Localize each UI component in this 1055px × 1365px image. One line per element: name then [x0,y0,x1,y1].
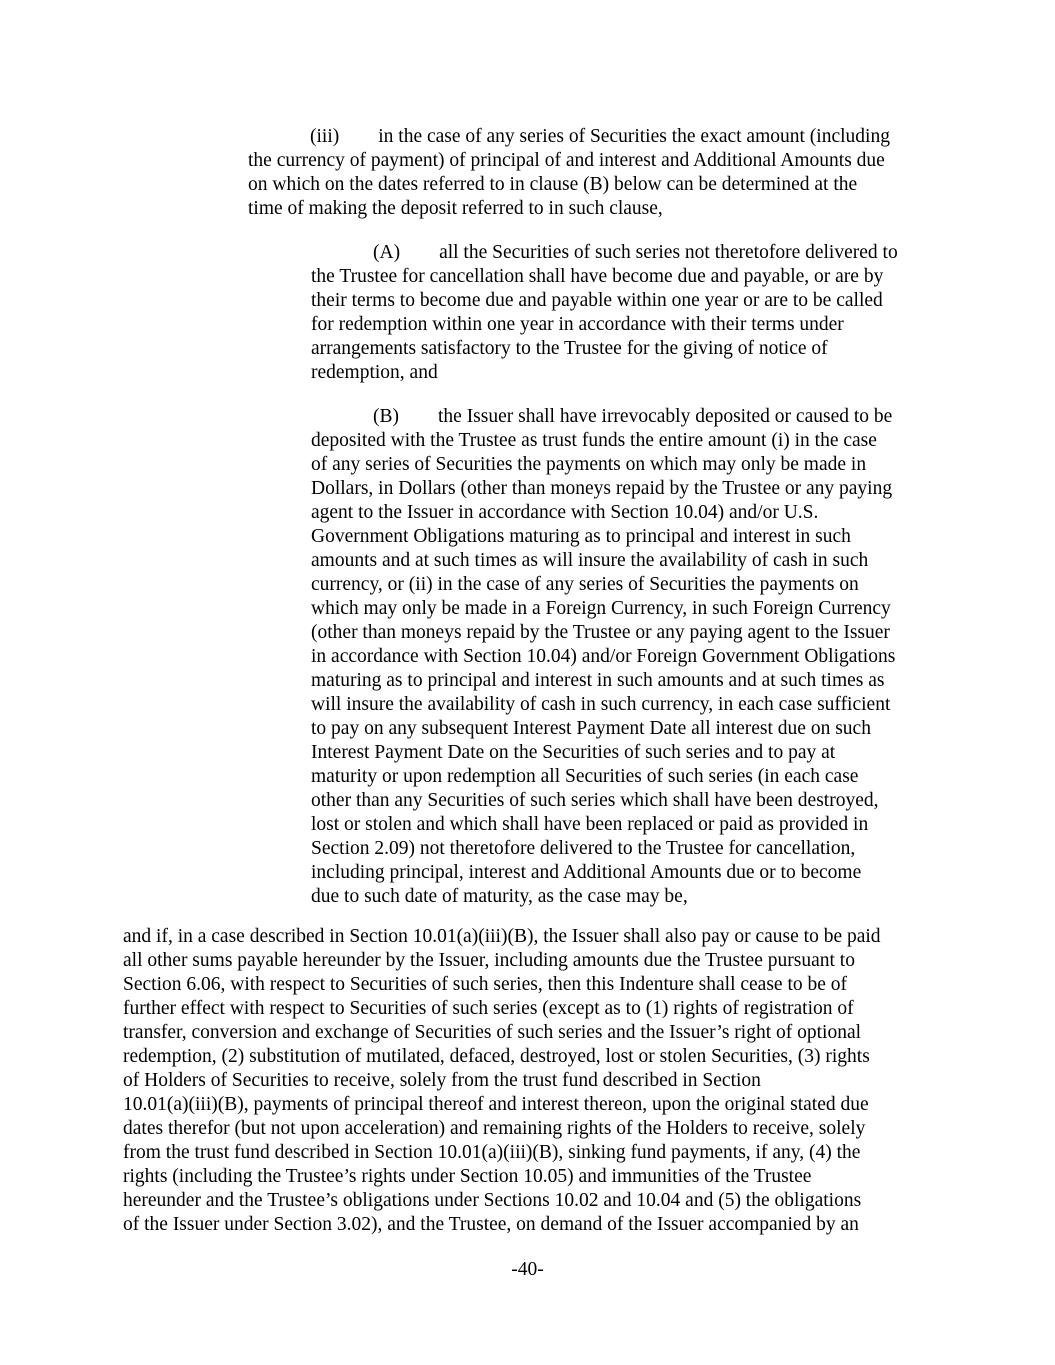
text-line: (B) the Issuer shall have irrevocably deposited or caused to be [373,406,893,427]
text-line: the currency of payment) of principal of and interest and Additional Amounts due [248,150,885,171]
text-line: redemption, and [311,362,438,383]
text-line: hereunder and the Trustee’s obligations under Sections 10.02 and 10.04 and (5) the obligations [123,1190,862,1211]
text-line: will insure the availability of cash in such currency, in each case sufficient [311,694,891,715]
text-line: arrangements satisfactory to the Trustee for the giving of notice of [311,338,828,359]
text-line: further effect with respect to Securities of such series (except as to (1) rights of registration of [123,998,854,1019]
text-line: rights (including the Trustee’s rights under Section 10.05) and immunities of the Trustee [123,1166,812,1187]
text-line: transfer, conversion and exchange of Securities of such series and the Issuer’s right of optional [123,1022,862,1043]
text-line: (other than moneys repaid by the Trustee or any paying agent to the Issuer [311,622,890,643]
text-line: from the trust fund described in Section 10.01(a)(iii)(B), sinking fund payments, if any, (4) the [123,1142,861,1163]
text-line: Section 6.06, with respect to Securities of such series, then this Indenture shall cease to be of [123,974,848,995]
text-line: the Trustee for cancellation shall have become due and payable, or are by [311,266,884,287]
text-line: Section 2.09) not theretofore delivered to the Trustee for cancellation, [311,838,856,859]
text-line: amounts and at such times as will insure the availability of cash in such [311,550,869,571]
text-line: time of making the deposit referred to in such clause, [248,198,663,219]
text-line: Government Obligations maturing as to principal and interest in such [311,526,851,547]
text-line: to pay on any subsequent Interest Payment Date all interest due on such [311,718,871,739]
text-line: (iii) in the case of any series of Securities the exact amount (including [310,126,890,147]
text-line: maturing as to principal and interest in such amounts and at such times as [311,670,885,691]
text-line: all other sums payable hereunder by the Issuer, including amounts due the Trustee pursuant to [123,950,855,971]
text-line: of the Issuer under Section 3.02), and the Trustee, on demand of the Issuer accompanied by an [123,1214,859,1235]
text-line: dates therefor (but not upon acceleration) and remaining rights of the Holders to receive, solely [123,1118,866,1139]
text-line: deposited with the Trustee as trust funds the entire amount (i) in the case [311,430,877,451]
text-line: and if, in a case described in Section 10.01(a)(iii)(B), the Issuer shall also pay or cause to be paid [123,926,881,947]
text-line: agent to the Issuer in accordance with Section 10.04) and/or U.S. [311,502,819,523]
text-line: lost or stolen and which shall have been replaced or paid as provided in [311,814,869,835]
text-line: redemption, (2) substitution of mutilated, defaced, destroyed, lost or stolen Securities, (3) rights [123,1046,870,1067]
text-line: of any series of Securities the payments on which may only be made in [311,454,867,475]
text-line: on which on the dates referred to in clause (B) below can be determined at the [248,174,858,195]
text-line: (A) all the Securities of such series not theretofore delivered to [373,242,898,263]
text-line: other than any Securities of such series which shall have been destroyed, [311,790,879,811]
page-number: -40- [511,1259,544,1280]
text-line: which may only be made in a Foreign Currency, in such Foreign Currency [311,598,891,619]
text-line: of Holders of Securities to receive, solely from the trust fund described in Section [123,1070,761,1091]
text-line: their terms to become due and payable within one year or are to be called [311,290,883,311]
text-line: currency, or (ii) in the case of any series of Securities the payments on [311,574,859,595]
text-line: Interest Payment Date on the Securities of such series and to pay at [311,742,836,763]
text-line: including principal, interest and Additional Amounts due or to become [311,862,862,883]
text-line: for redemption within one year in accordance with their terms under [311,314,844,335]
text-line: in accordance with Section 10.04) and/or Foreign Government Obligations [311,646,896,667]
text-line: maturity or upon redemption all Securities of such series (in each case [311,766,859,787]
text-line: 10.01(a)(iii)(B), payments of principal thereof and interest thereon, upon the original stated due [123,1094,869,1115]
text-line: Dollars, in Dollars (other than moneys repaid by the Trustee or any paying [311,478,893,499]
text-line: due to such date of maturity, as the case may be, [311,886,688,907]
